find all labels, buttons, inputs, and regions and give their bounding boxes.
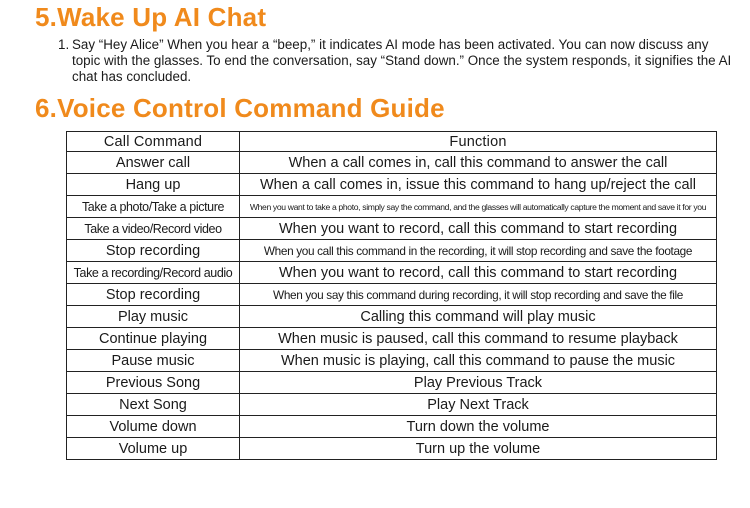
function-cell: When you call this command in the recording, it will stop recording and save the footage xyxy=(240,240,717,262)
function-cell: When you want to record, call this command to start recording xyxy=(240,262,717,284)
function-cell: Turn up the volume xyxy=(240,438,717,460)
command-cell: Volume down xyxy=(67,416,240,438)
list-item xyxy=(58,37,738,85)
table-row xyxy=(67,284,717,306)
table-row xyxy=(67,262,717,284)
list-item-text: Say “Hey Alice” When you hear a “beep,” it indicates AI mode has been activated. You can now discuss any topic with the glasses. To end the conversation, say “Stand down.” Once the system responds, it signifies the AI chat has concluded. xyxy=(72,37,732,84)
function-cell: Turn down the volume xyxy=(240,416,717,438)
column-header-call-command: Call Command xyxy=(67,132,240,152)
command-cell: Answer call xyxy=(67,152,240,174)
command-cell: Take a photo/Take a picture xyxy=(67,196,240,218)
command-cell: Take a video/Record video xyxy=(67,218,240,240)
command-cell: Pause music xyxy=(67,350,240,372)
function-cell: When music is paused, call this command to resume playback xyxy=(240,328,717,350)
table-row xyxy=(67,306,717,328)
function-cell: When you want to record, call this command to start recording xyxy=(240,218,717,240)
command-cell: Volume up xyxy=(67,438,240,460)
table-row xyxy=(67,196,717,218)
section-5-heading: 5.Wake Up AI Chat xyxy=(35,2,267,32)
table-row xyxy=(67,438,717,460)
function-cell: Play Previous Track xyxy=(240,372,717,394)
function-cell: When you want to take a photo, simply say the command, and the glasses will automatically capture the moment and save it for you xyxy=(240,196,717,218)
command-cell: Previous Song xyxy=(67,372,240,394)
column-header-function: Function xyxy=(240,132,717,152)
function-cell: When a call comes in, call this command to answer the call xyxy=(240,152,717,174)
command-cell: Hang up xyxy=(67,174,240,196)
table-row xyxy=(67,328,717,350)
table-header-row xyxy=(67,132,717,152)
function-cell: Play Next Track xyxy=(240,394,717,416)
function-cell: When a call comes in, issue this command to hang up/reject the call xyxy=(240,174,717,196)
table-row xyxy=(67,372,717,394)
table-row xyxy=(67,218,717,240)
table-row xyxy=(67,152,717,174)
command-cell: Stop recording xyxy=(67,284,240,306)
table-row xyxy=(67,174,717,196)
table-row xyxy=(67,350,717,372)
list-item-number: 1. xyxy=(58,37,70,52)
wake-up-instructions-list xyxy=(58,37,738,85)
command-cell: Play music xyxy=(67,306,240,328)
command-cell: Stop recording xyxy=(67,240,240,262)
table-row xyxy=(67,240,717,262)
voice-command-table xyxy=(66,131,717,460)
function-cell: When you say this command during recording, it will stop recording and save the file xyxy=(240,284,717,306)
table-row xyxy=(67,394,717,416)
function-cell: Calling this command will play music xyxy=(240,306,717,328)
table-row xyxy=(67,416,717,438)
command-cell: Take a recording/Record audio xyxy=(67,262,240,284)
section-6-heading: 6.Voice Control Command Guide xyxy=(35,93,445,123)
command-cell: Continue playing xyxy=(67,328,240,350)
function-cell: When music is playing, call this command to pause the music xyxy=(240,350,717,372)
command-cell: Next Song xyxy=(67,394,240,416)
